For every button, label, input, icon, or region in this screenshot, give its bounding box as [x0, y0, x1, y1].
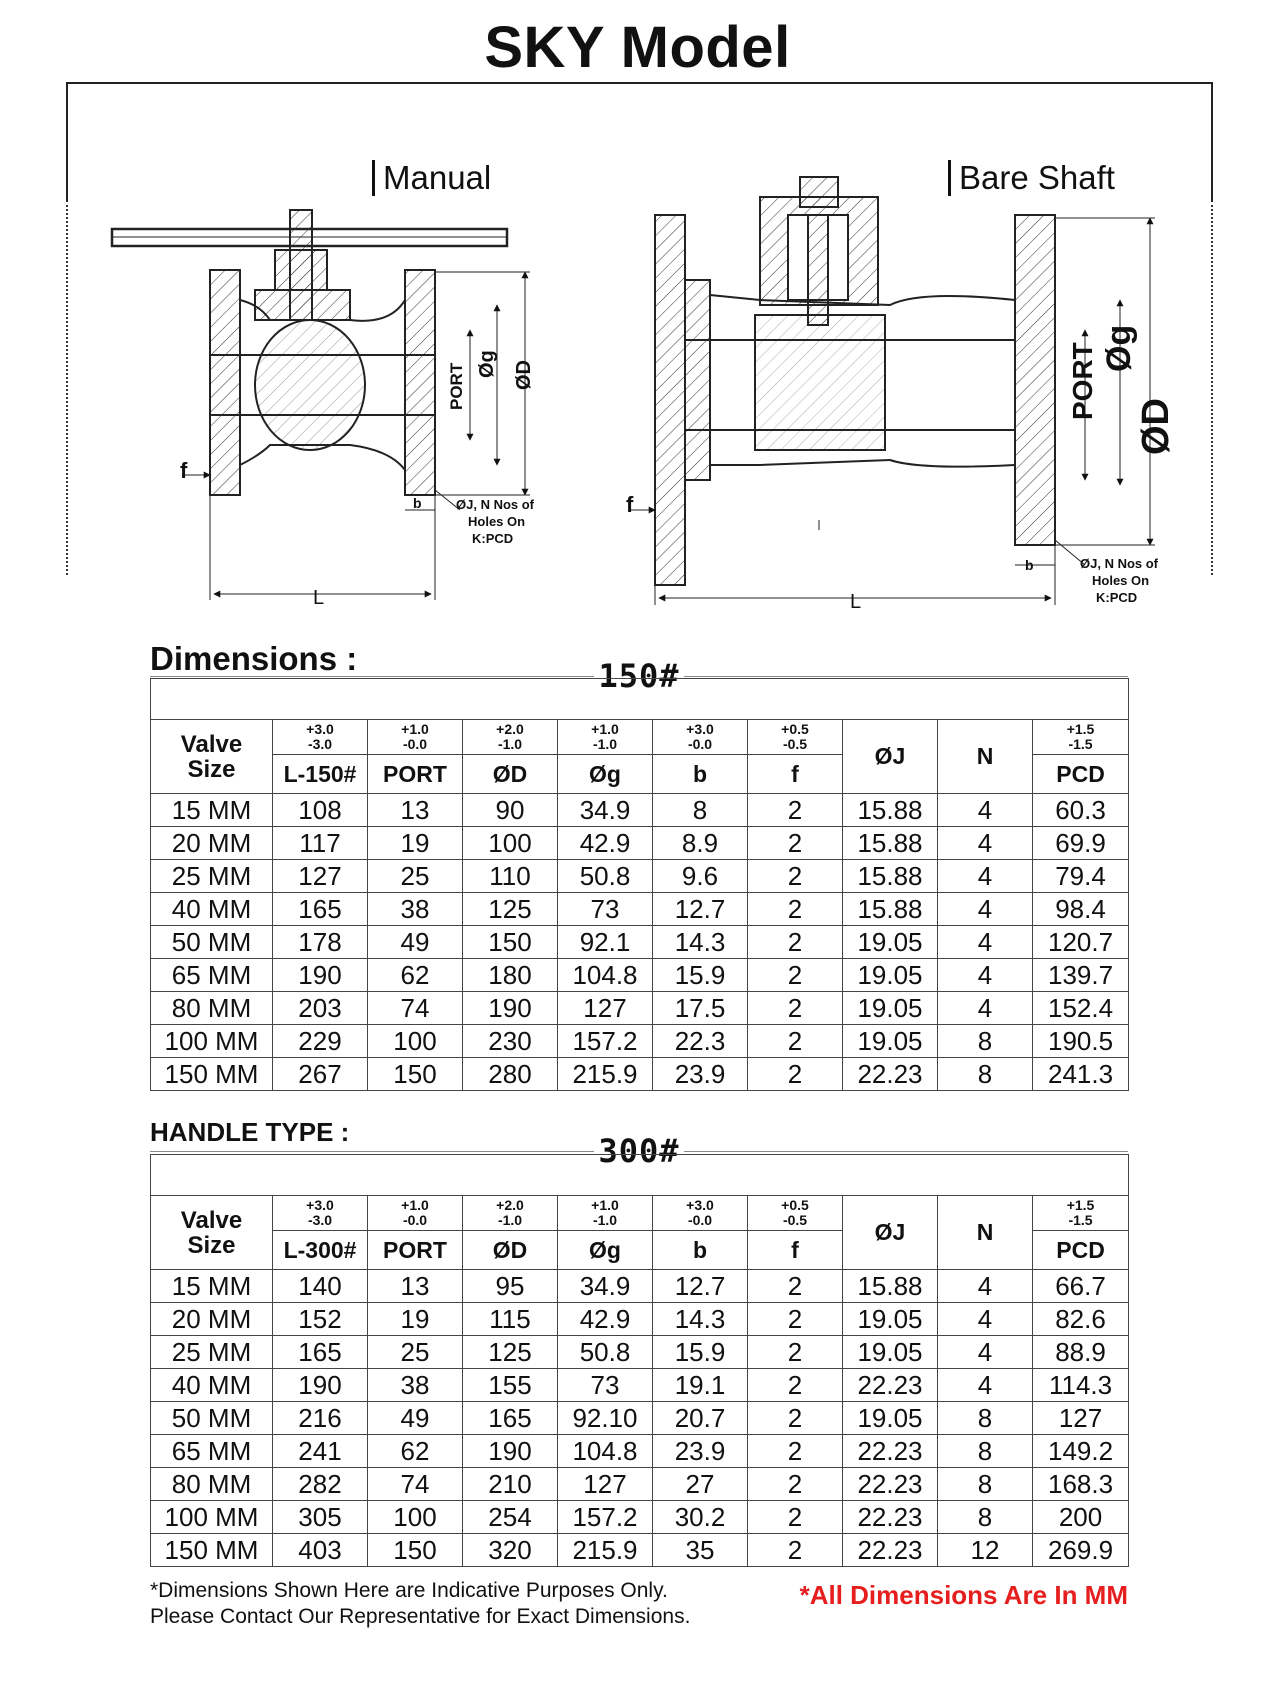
bare-holes-line3: K:PCD	[1096, 590, 1138, 605]
header-pcd: PCD	[1033, 1231, 1129, 1270]
tol-og: +1.0 -1.0	[558, 1196, 653, 1231]
table-cell: 14.3	[653, 1303, 748, 1336]
tol-pcd: +1.5 -1.5	[1033, 1196, 1129, 1231]
table-cell: 42.9	[558, 1303, 653, 1336]
manual-og-label: Øg	[476, 350, 498, 378]
table-cell: 125	[463, 893, 558, 926]
table-cell: 165	[463, 1402, 558, 1435]
table-cell: 139.7	[1033, 959, 1129, 992]
table-cell: 50 MM	[151, 1402, 273, 1435]
table-cell: 115	[463, 1303, 558, 1336]
table-cell: 65 MM	[151, 959, 273, 992]
table-cell: 127	[558, 1468, 653, 1501]
table-cell: 8	[938, 1501, 1033, 1534]
table-cell: 2	[748, 1534, 843, 1567]
table-cell: 20 MM	[151, 827, 273, 860]
table-cell: 22.23	[843, 1369, 938, 1402]
header-b: b	[653, 755, 748, 794]
table-cell: 140	[273, 1270, 368, 1303]
table-cell: 114.3	[1033, 1369, 1129, 1402]
table-cell: 190	[463, 992, 558, 1025]
footnote-line2: Please Contact Our Representative for Exact Dimensions.	[150, 1605, 691, 1628]
table-cell: 2	[748, 1468, 843, 1501]
table-cell: 269.9	[1033, 1534, 1129, 1567]
tol-od: +2.0 -1.0	[463, 720, 558, 755]
table-cell: 125	[463, 1336, 558, 1369]
table-cell: 34.9	[558, 1270, 653, 1303]
table-row	[151, 860, 1129, 893]
table-cell: 2	[748, 1336, 843, 1369]
table-cell: 216	[273, 1402, 368, 1435]
table-cell: 30.2	[653, 1501, 748, 1534]
table-cell: 40 MM	[151, 893, 273, 926]
table-cell: 4	[938, 1369, 1033, 1402]
header-oj: ØJ	[843, 720, 938, 794]
table-cell: 69.9	[1033, 827, 1129, 860]
header-od: ØD	[463, 755, 558, 794]
table-cell: 2	[748, 1402, 843, 1435]
table-cell: 20 MM	[151, 1303, 273, 1336]
table-cell: 254	[463, 1501, 558, 1534]
table-cell: 4	[938, 1336, 1033, 1369]
table-cell: 104.8	[558, 1435, 653, 1468]
table-row	[151, 893, 1129, 926]
table-cell: 49	[368, 1402, 463, 1435]
table-cell: 22.23	[843, 1534, 938, 1567]
table-cell: 95	[463, 1270, 558, 1303]
table-cell: 229	[273, 1025, 368, 1058]
table-cell: 150 MM	[151, 1058, 273, 1091]
table-cell: 9.6	[653, 860, 748, 893]
table-cell: 15.9	[653, 1336, 748, 1369]
table-cell: 215.9	[558, 1058, 653, 1091]
table-cell: 60.3	[1033, 794, 1129, 827]
table-cell: 74	[368, 992, 463, 1025]
table-cell: 62	[368, 1435, 463, 1468]
table-cell: 22.23	[843, 1501, 938, 1534]
table-cell: 73	[558, 1369, 653, 1402]
table-cell: 22.23	[843, 1435, 938, 1468]
table-row	[151, 1369, 1129, 1402]
table-cell: 88.9	[1033, 1336, 1129, 1369]
table-cell: 13	[368, 1270, 463, 1303]
manual-port-label: PORT	[447, 362, 466, 410]
table-row	[151, 1468, 1129, 1501]
table-cell: 19.05	[843, 959, 938, 992]
rating-300-label: 300#	[594, 1132, 683, 1170]
table-cell: 210	[463, 1468, 558, 1501]
table-cell: 4	[938, 1270, 1033, 1303]
table-cell: 4	[938, 959, 1033, 992]
table-cell: 15.88	[843, 1270, 938, 1303]
table-cell: 12	[938, 1534, 1033, 1567]
table-cell: 190.5	[1033, 1025, 1129, 1058]
table-cell: 22.3	[653, 1025, 748, 1058]
table-cell: 150	[368, 1058, 463, 1091]
table-cell: 50.8	[558, 860, 653, 893]
header-og: Øg	[558, 1231, 653, 1270]
table-cell: 8.9	[653, 827, 748, 860]
table-cell: 79.4	[1033, 860, 1129, 893]
tol-f: +0.5 -0.5	[748, 1196, 843, 1231]
table-cell: 2	[748, 1435, 843, 1468]
table-cell: 203	[273, 992, 368, 1025]
header-n: N	[938, 1196, 1033, 1270]
table-cell: 23.9	[653, 1435, 748, 1468]
table-cell: 19.05	[843, 1402, 938, 1435]
table-cell: 15.88	[843, 827, 938, 860]
tol-f: +0.5 -0.5	[748, 720, 843, 755]
table-cell: 157.2	[558, 1025, 653, 1058]
table-cell: 241	[273, 1435, 368, 1468]
table-cell: 280	[463, 1058, 558, 1091]
table-row	[151, 959, 1129, 992]
table-cell: 92.10	[558, 1402, 653, 1435]
tol-od: +2.0 -1.0	[463, 1196, 558, 1231]
table-cell: 19	[368, 827, 463, 860]
header-n: N	[938, 720, 1033, 794]
table-cell: 2	[748, 1025, 843, 1058]
tol-l: +3.0 -3.0	[273, 720, 368, 755]
table-cell: 40 MM	[151, 1369, 273, 1402]
table-row	[151, 1501, 1129, 1534]
table-cell: 8	[938, 1468, 1033, 1501]
header-og: Øg	[558, 755, 653, 794]
table-cell: 8	[938, 1058, 1033, 1091]
table-cell: 19.05	[843, 1025, 938, 1058]
table-cell: 62	[368, 959, 463, 992]
header-od: ØD	[463, 1231, 558, 1270]
table-cell: 127	[558, 992, 653, 1025]
table-cell: 12.7	[653, 1270, 748, 1303]
table-cell: 4	[938, 1303, 1033, 1336]
table-cell: 92.1	[558, 926, 653, 959]
table-cell: 190	[273, 959, 368, 992]
table-cell: 25	[368, 860, 463, 893]
table-cell: 4	[938, 827, 1033, 860]
table-150-body	[151, 794, 1129, 1091]
table-cell: 98.4	[1033, 893, 1129, 926]
table-cell: 15.88	[843, 893, 938, 926]
manual-holes-line2: Holes On	[468, 514, 526, 529]
bare-od-label: ØD	[1135, 398, 1177, 455]
table-cell: 157.2	[558, 1501, 653, 1534]
table-cell: 50.8	[558, 1336, 653, 1369]
tol-pcd: +1.5 -1.5	[1033, 720, 1129, 755]
table-row	[151, 1058, 1129, 1091]
table-cell: 19.05	[843, 992, 938, 1025]
table-cell: 104.8	[558, 959, 653, 992]
page-title: SKY Model	[484, 15, 791, 80]
table-row	[151, 827, 1129, 860]
table-cell: 320	[463, 1534, 558, 1567]
table-row	[151, 1303, 1129, 1336]
table-cell: 22.23	[843, 1058, 938, 1091]
table-row	[151, 1270, 1129, 1303]
table-cell: 150	[463, 926, 558, 959]
table-cell: 15 MM	[151, 1270, 273, 1303]
table-cell: 2	[748, 1501, 843, 1534]
table-cell: 66.7	[1033, 1270, 1129, 1303]
dimensions-table-150	[150, 678, 1129, 1091]
bare-f-label: f	[626, 492, 634, 517]
table-cell: 149.2	[1033, 1435, 1129, 1468]
bare-holes-line2: Holes On	[1092, 573, 1150, 588]
table-cell: 4	[938, 992, 1033, 1025]
tol-b: +3.0 -0.0	[653, 720, 748, 755]
table-cell: 165	[273, 893, 368, 926]
table-cell: 15.88	[843, 860, 938, 893]
header-b: b	[653, 1231, 748, 1270]
table-cell: 19.05	[843, 926, 938, 959]
table-cell: 65 MM	[151, 1435, 273, 1468]
table-cell: 19.1	[653, 1369, 748, 1402]
table-cell: 8	[938, 1435, 1033, 1468]
manual-b-label: b	[413, 495, 422, 511]
table-row	[151, 1336, 1129, 1369]
rating-150-label: 150#	[594, 657, 683, 695]
table-cell: 73	[558, 893, 653, 926]
table-cell: 25	[368, 1336, 463, 1369]
table-cell: 22.23	[843, 1468, 938, 1501]
table-cell: 42.9	[558, 827, 653, 860]
table-cell: 108	[273, 794, 368, 827]
table-cell: 100 MM	[151, 1501, 273, 1534]
table-cell: 2	[748, 926, 843, 959]
footnote	[150, 1578, 690, 1630]
table-cell: 19	[368, 1303, 463, 1336]
table-cell: 20.7	[653, 1402, 748, 1435]
header-l: L-300#	[273, 1231, 368, 1270]
table-cell: 2	[748, 1270, 843, 1303]
table-cell: 190	[463, 1435, 558, 1468]
table-cell: 14.3	[653, 926, 748, 959]
table-cell: 150 MM	[151, 1534, 273, 1567]
table-cell: 215.9	[558, 1534, 653, 1567]
table-row	[151, 1435, 1129, 1468]
table-cell: 2	[748, 827, 843, 860]
tol-port: +1.0 -0.0	[368, 1196, 463, 1231]
table-cell: 120.7	[1033, 926, 1129, 959]
table-cell: 190	[273, 1369, 368, 1402]
tol-og: +1.0 -1.0	[558, 720, 653, 755]
header-pcd: PCD	[1033, 755, 1129, 794]
table-cell: 19.05	[843, 1303, 938, 1336]
table-cell: 27	[653, 1468, 748, 1501]
table-cell: 50 MM	[151, 926, 273, 959]
bare-shaft-view-label: Bare Shaft	[948, 160, 1115, 196]
table-cell: 155	[463, 1369, 558, 1402]
bare-l-label: L	[850, 591, 862, 613]
bare-holes-line1: ØJ, N Nos of	[1080, 556, 1159, 571]
table-cell: 152	[273, 1303, 368, 1336]
table-cell: 180	[463, 959, 558, 992]
table-row	[151, 794, 1129, 827]
table-cell: 100	[368, 1501, 463, 1534]
table-cell: 82.6	[1033, 1303, 1129, 1336]
table-row	[151, 1025, 1129, 1058]
table-cell: 2	[748, 1369, 843, 1402]
table-cell: 8	[653, 794, 748, 827]
table-cell: 4	[938, 926, 1033, 959]
table-cell: 15.88	[843, 794, 938, 827]
table-300-body	[151, 1270, 1129, 1567]
table-row	[151, 926, 1129, 959]
footnote-line1: *Dimensions Shown Here are Indicative Purposes Only.	[150, 1579, 668, 1602]
table-cell: 25 MM	[151, 860, 273, 893]
table-cell: 110	[463, 860, 558, 893]
manual-holes-line3: K:PCD	[472, 531, 514, 546]
table-cell: 38	[368, 893, 463, 926]
table-cell: 2	[748, 794, 843, 827]
table-cell: 152.4	[1033, 992, 1129, 1025]
table-cell: 2	[748, 1058, 843, 1091]
table-cell: 200	[1033, 1501, 1129, 1534]
table-cell: 117	[273, 827, 368, 860]
table-cell: 4	[938, 794, 1033, 827]
table-cell: 74	[368, 1468, 463, 1501]
table-cell: 15.9	[653, 959, 748, 992]
table-cell: 150	[368, 1534, 463, 1567]
table-cell: 2	[748, 1303, 843, 1336]
table-cell: 127	[1033, 1402, 1129, 1435]
table-cell: 241.3	[1033, 1058, 1129, 1091]
table-cell: 267	[273, 1058, 368, 1091]
table-cell: 17.5	[653, 992, 748, 1025]
table-cell: 23.9	[653, 1058, 748, 1091]
table-cell: 80 MM	[151, 992, 273, 1025]
valve-size-header: Valve Size	[151, 720, 273, 794]
table-cell: 282	[273, 1468, 368, 1501]
bare-og-label: Øg	[1100, 324, 1138, 372]
table-cell: 403	[273, 1534, 368, 1567]
table-cell: 4	[938, 860, 1033, 893]
dimensions-heading: Dimensions :	[150, 640, 358, 677]
table-cell: 90	[463, 794, 558, 827]
manual-valve-drawing	[112, 210, 530, 600]
table-row	[151, 1534, 1129, 1567]
table-cell: 80 MM	[151, 1468, 273, 1501]
header-oj: ØJ	[843, 1196, 938, 1270]
table-cell: 19.05	[843, 1336, 938, 1369]
table-cell: 38	[368, 1369, 463, 1402]
table-cell: 35	[653, 1534, 748, 1567]
table-cell: 100	[368, 1025, 463, 1058]
table-cell: 168.3	[1033, 1468, 1129, 1501]
header-port: PORT	[368, 1231, 463, 1270]
table-cell: 305	[273, 1501, 368, 1534]
table-cell: 2	[748, 860, 843, 893]
manual-view-label: Manual	[372, 160, 491, 196]
manual-f-label: f	[180, 458, 188, 483]
table-cell: 127	[273, 860, 368, 893]
tol-port: +1.0 -0.0	[368, 720, 463, 755]
header-f: f	[748, 1231, 843, 1270]
table-cell: 8	[938, 1025, 1033, 1058]
table-cell: 2	[748, 893, 843, 926]
table-cell: 2	[748, 959, 843, 992]
table-cell: 4	[938, 893, 1033, 926]
dimensions-table-300	[150, 1154, 1129, 1567]
valve-drawings	[0, 0, 1275, 640]
table-cell: 15 MM	[151, 794, 273, 827]
units-note: *All Dimensions Are In MM	[799, 1580, 1128, 1610]
tol-b: +3.0 -0.0	[653, 1196, 748, 1231]
manual-od-label: ØD	[513, 360, 535, 390]
bare-port-label: PORT	[1067, 342, 1098, 420]
table-cell: 100 MM	[151, 1025, 273, 1058]
valve-size-header: Valve Size	[151, 1196, 273, 1270]
manual-l-label: L	[313, 587, 325, 609]
tol-l: +3.0 -3.0	[273, 1196, 368, 1231]
table-cell: 178	[273, 926, 368, 959]
table-cell: 100	[463, 827, 558, 860]
table-cell: 13	[368, 794, 463, 827]
table-cell: 34.9	[558, 794, 653, 827]
table-cell: 165	[273, 1336, 368, 1369]
header-port: PORT	[368, 755, 463, 794]
table-cell: 12.7	[653, 893, 748, 926]
handle-type-heading: HANDLE TYPE :	[150, 1117, 350, 1147]
table-row	[151, 992, 1129, 1025]
table-cell: 230	[463, 1025, 558, 1058]
table-cell: 8	[938, 1402, 1033, 1435]
manual-holes-line1: ØJ, N Nos of	[456, 497, 535, 512]
table-cell: 2	[748, 992, 843, 1025]
bare-b-label: b	[1025, 557, 1034, 573]
table-cell: 25 MM	[151, 1336, 273, 1369]
table-row	[151, 1402, 1129, 1435]
header-f: f	[748, 755, 843, 794]
header-l: L-150#	[273, 755, 368, 794]
table-cell: 49	[368, 926, 463, 959]
